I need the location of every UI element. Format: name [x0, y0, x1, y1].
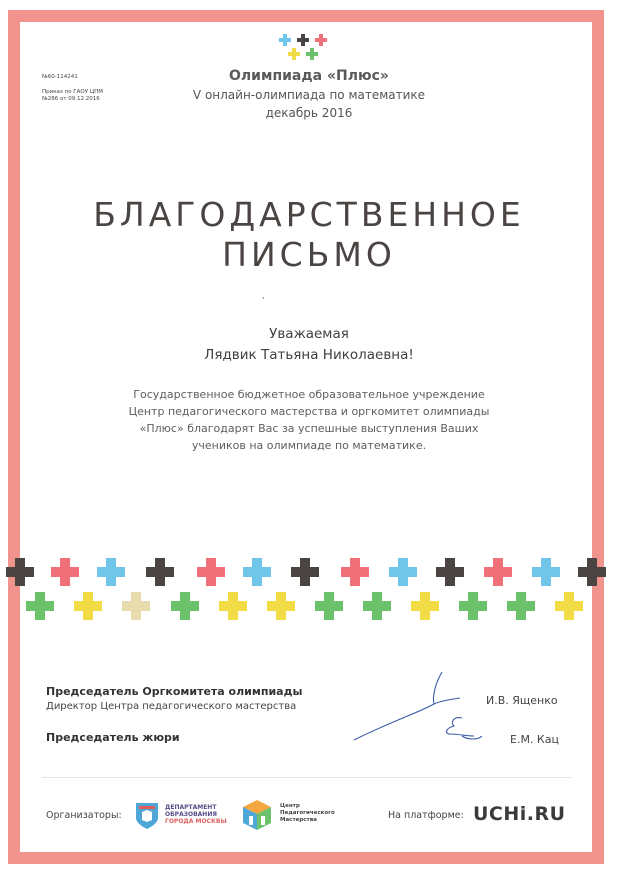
- ink-mark: ,: [262, 291, 265, 300]
- order-line-1: Приказ по ГАОУ ЦПМ: [42, 89, 103, 95]
- jury-title: Председатель жюри: [46, 731, 180, 744]
- logo-cross-green: [306, 48, 318, 60]
- logo-cross-red: [315, 34, 327, 46]
- cpm-line-3: Мастерства: [280, 817, 317, 823]
- body-line-4: учеников на олимпиаде по математике.: [191, 439, 427, 452]
- cpm-cube-icon: [240, 798, 274, 832]
- chair-name: И.В. Ященко: [486, 694, 558, 707]
- body-line-3: «Плюс» благодарят Вас за успешные выступления Ваших: [139, 422, 479, 435]
- dept-line-1: ДЕПАРТАМЕНТ: [165, 804, 217, 811]
- order-line-2: №286 от 09.12.2016: [42, 96, 100, 102]
- chair-title: Председатель Оргкомитета олимпиады: [46, 685, 303, 698]
- cpm-line-2: Педагогического: [280, 810, 335, 816]
- chair-position: Директор Центра педагогического мастерства: [46, 701, 297, 712]
- cpm-logo-text: [280, 803, 335, 824]
- logo-cross-yellow: [288, 48, 300, 60]
- recipient-name: Лядвик Татьяна Николаевна!: [204, 347, 414, 363]
- footer-divider: [42, 777, 572, 778]
- olympiad-title: Олимпиада «Плюс»: [229, 68, 389, 84]
- document-title-line1: БЛАГОДАРСТВЕННОЕ: [93, 195, 525, 234]
- uchi-ru-logo: UCHi.RU: [473, 803, 566, 825]
- body-line-1: Государственное бюджетное образовательное учреждение: [133, 388, 485, 401]
- body-line-2: Центр педагогического мастерства и оргкомитет олимпиады: [128, 405, 490, 418]
- jury-name: Е.М. Кац: [510, 733, 559, 746]
- certificate-number: №60-114241: [42, 74, 78, 80]
- organizers-label: Организаторы:: [46, 810, 122, 821]
- olympiad-subtitle: V онлайн-олимпиада по математике: [192, 88, 426, 102]
- department-emblem-icon: [134, 800, 160, 830]
- logo-cross-dark: [297, 34, 309, 46]
- document-title-line2: ПИСЬМО: [222, 235, 396, 274]
- decorative-crosses-band: [0, 554, 618, 624]
- platform-label: На платформе:: [388, 810, 464, 821]
- dept-line-2: ОБРАЗОВАНИЯ: [165, 811, 217, 818]
- cpm-line-1: Центр: [280, 803, 300, 809]
- salutation: Уважаемая: [269, 326, 349, 342]
- dept-line-3: ГОРОДА МОСКВЫ: [165, 818, 227, 825]
- olympiad-plus-logo: [277, 32, 337, 66]
- department-logo-text: [165, 804, 227, 825]
- logo-cross-blue: [279, 34, 291, 46]
- olympiad-date: декабрь 2016: [265, 106, 353, 120]
- signature-strokes: [350, 660, 490, 750]
